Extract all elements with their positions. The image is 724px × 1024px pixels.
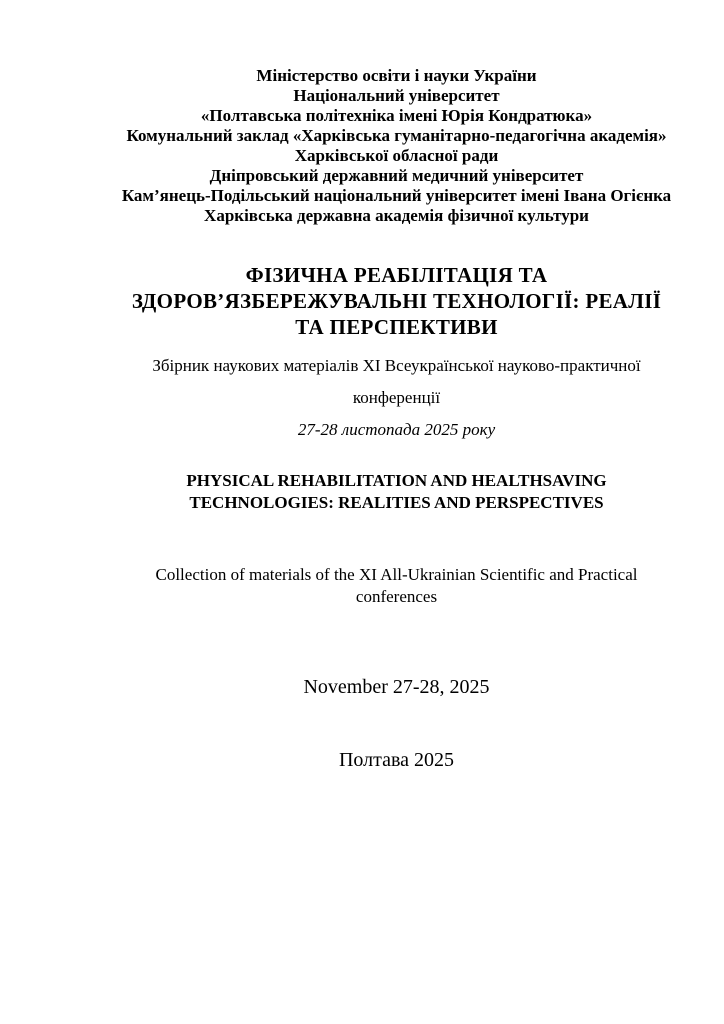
title-page bbox=[103, 0, 690, 772]
institution-line-kharkiv-academy: Комунальний заклад «Харківська гуманітарно-педагогічна академія» bbox=[126, 126, 667, 145]
institution-line-kharkiv-physical-culture: Харківська державна академія фізичної культури bbox=[204, 206, 589, 225]
institution-line-kamianets-podilskyi: Кам’янець-Подільський національний університет імені Івана Огієнка bbox=[121, 186, 672, 205]
conference-title-en-line-1: PHYSICAL REHABILITATION AND HEALTHSAVING bbox=[186, 471, 607, 490]
conference-title-uk-line-3: ТА ПЕРСПЕКТИВИ bbox=[295, 315, 498, 339]
conference-subtitle-uk-line-2: конференції bbox=[352, 388, 441, 407]
conference-title-en bbox=[103, 470, 690, 514]
institution-line-ministry: Міністерство освіти і науки України bbox=[256, 66, 537, 85]
conference-subtitle-en-line-1: Collection of materials of the XI All-Ukrainian Scientific and Practical bbox=[155, 565, 638, 584]
institution-line-poltava-polytechnic: «Полтавська політехніка імені Юрія Кондратюка» bbox=[200, 106, 593, 125]
institutions-block bbox=[103, 66, 690, 226]
conference-subtitle-en bbox=[103, 564, 690, 608]
institution-line-kharkiv-council: Харківської обласної ради bbox=[294, 146, 499, 165]
conference-title-uk-line-1: ФІЗИЧНА РЕАБІЛІТАЦІЯ ТА bbox=[245, 263, 548, 287]
conference-subtitle-uk bbox=[103, 350, 690, 446]
institution-line-dnipro-medical: Дніпровський державний медичний університет bbox=[209, 166, 584, 185]
conference-title-uk-line-2: ЗДОРОВ’ЯЗБЕРЕЖУВАЛЬНІ ТЕХНОЛОГІЇ: РЕАЛІЇ bbox=[131, 289, 662, 313]
conference-title-en-line-2: TECHNOLOGIES: REALITIES AND PERSPECTIVES bbox=[189, 493, 604, 512]
conference-subtitle-en-line-2: conferences bbox=[355, 587, 438, 606]
conference-date-uk: 27-28 листопада 2025 року bbox=[297, 420, 496, 439]
conference-title-uk bbox=[103, 262, 690, 340]
conference-date-en: November 27-28, 2025 bbox=[303, 676, 490, 698]
place-and-year: Полтава 2025 bbox=[338, 749, 455, 771]
institution-line-national-university: Національний університет bbox=[293, 86, 500, 105]
conference-subtitle-uk-line-1: Збірник наукових матеріалів XI Всеукраїнської науково-практичної bbox=[152, 356, 641, 375]
